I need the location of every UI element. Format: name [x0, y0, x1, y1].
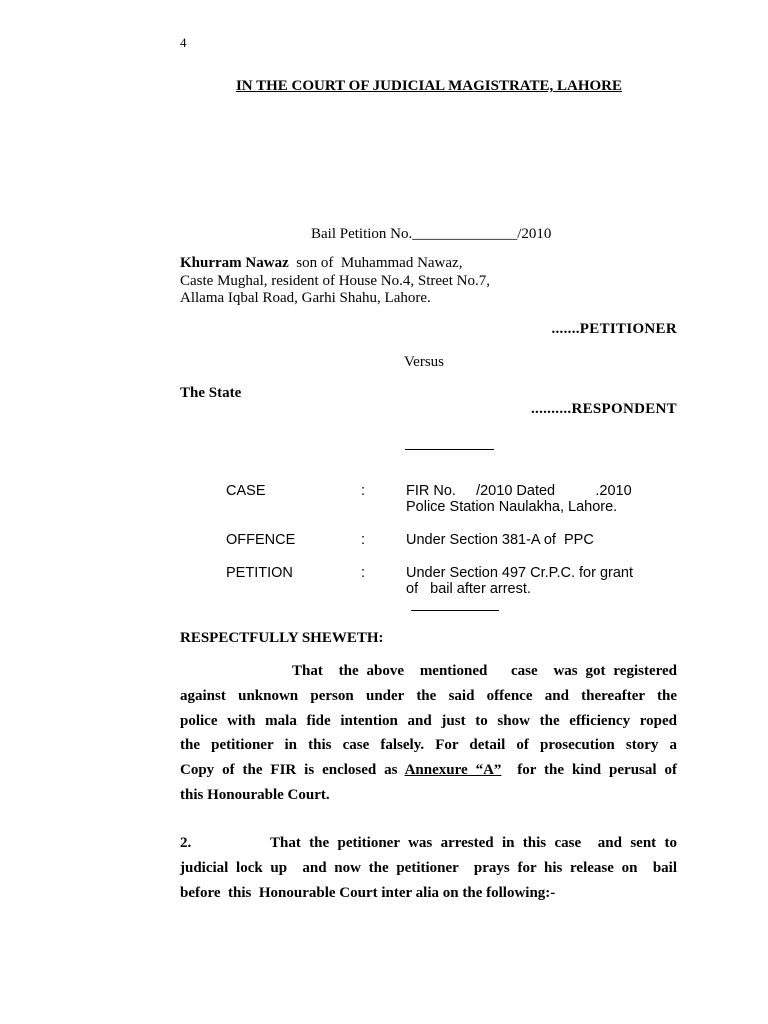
para1-line: against unknown person under the said offence and thereafter the [180, 687, 677, 704]
offence-label: OFFENCE [226, 532, 296, 548]
page-number: 4 [180, 35, 187, 50]
versus-label: Versus [404, 354, 444, 370]
para2-line: before this Honourable Court inter alia on the following:- [180, 884, 556, 901]
respondent-name: The State [180, 385, 242, 401]
respectfully-sheweth-heading: RESPECTFULLY SHEWETH: [180, 630, 384, 646]
petitioner-line-2: Caste Mughal, resident of House No.4, Street No.7, [180, 273, 490, 289]
separator-line [405, 449, 494, 450]
paragraph-2 [180, 831, 677, 905]
petition-value-cont: of bail after arrest. [406, 581, 531, 597]
petition-colon: : [361, 565, 366, 581]
paragraph-1 [180, 659, 677, 808]
para1-line: police with mala fide intention and just to show the efficiency roped [180, 712, 677, 729]
para1-line5-before: Copy of the FIR is enclosed as [180, 762, 405, 779]
annexure-reference: Annexure “A” [404, 762, 502, 779]
para1-line: the petitioner in this case falsely. For detail of prosecution story a [180, 737, 677, 754]
petition-value: Under Section 497 Cr.P.C. for grant [406, 565, 634, 581]
para1-line: this Honourable Court. [180, 786, 330, 803]
petitioner-name: Khurram Nawaz [180, 255, 289, 271]
petition-label: PETITION [226, 565, 293, 581]
para1-line5-after: for the kind perusal of [501, 762, 677, 779]
respondent-role: ..........RESPONDENT [530, 401, 677, 417]
para2-line-1 [180, 831, 677, 856]
court-title: IN THE COURT OF JUDICIAL MAGISTRATE, LAHORE [235, 78, 623, 94]
offence-value: Under Section 381-A of PPC [406, 532, 594, 548]
case-colon: : [361, 483, 366, 499]
petitioner-parentage: son of Muhammad Nawaz, [288, 255, 463, 271]
para2-number: 2. [180, 835, 192, 851]
petitioner-line-1 [180, 255, 462, 272]
case-label: CASE [226, 483, 266, 499]
separator-line-2 [411, 610, 499, 611]
para2-line: judicial lock up and now the petitioner prays for his release on bail [180, 859, 677, 876]
case-police-station: Police Station Naulakha, Lahore. [406, 499, 618, 515]
bail-petition-number: Bail Petition No.______________/2010 [311, 226, 552, 242]
para1-line-annexure [180, 758, 677, 783]
para1-line: That the above mentioned case was got registered [292, 663, 677, 679]
offence-colon: : [361, 532, 366, 548]
petitioner-role: .......PETITIONER [551, 321, 677, 337]
case-fir-value: FIR No. /2010 Dated .2010 [406, 483, 632, 499]
para2-line-1-text: That the petitioner was arrested in this case and sent to [270, 835, 677, 851]
petitioner-line-3: Allama Iqbal Road, Garhi Shahu, Lahore. [180, 290, 431, 306]
